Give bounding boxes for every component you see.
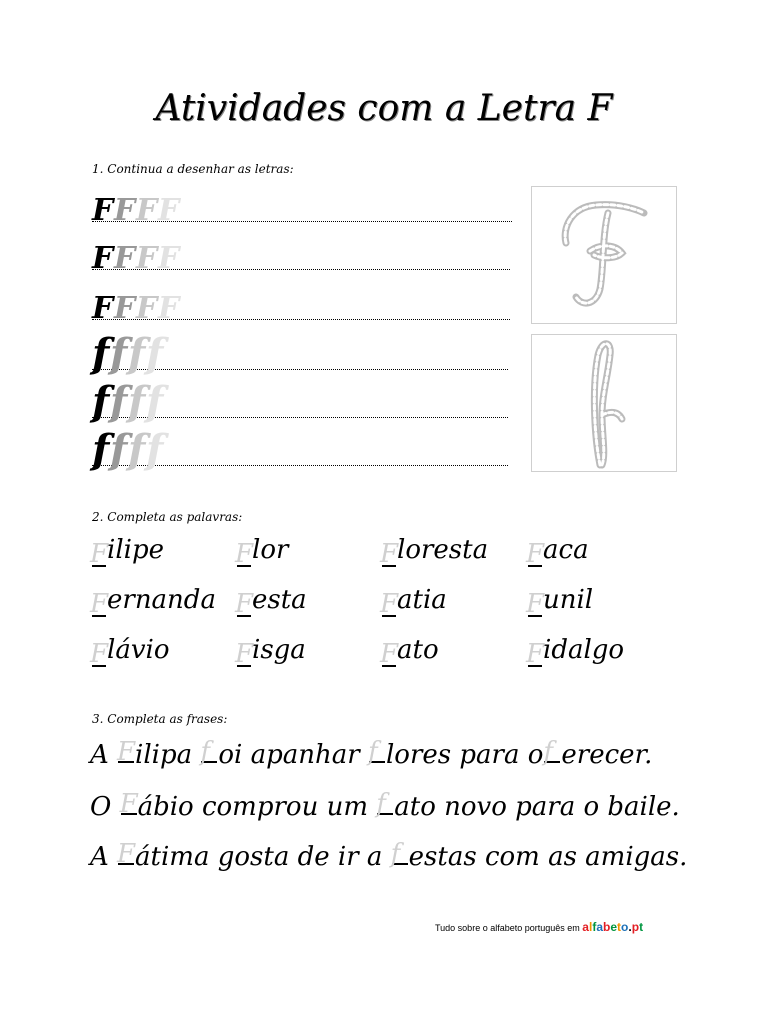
sentence-blank[interactable]: f bbox=[392, 843, 408, 865]
word-item: F lor bbox=[235, 535, 289, 569]
word-item: F esta bbox=[235, 585, 307, 619]
sentence-blank[interactable]: F bbox=[117, 737, 136, 767]
word-blank[interactable]: F bbox=[528, 535, 542, 567]
letter-trace: f bbox=[110, 426, 128, 473]
word-blank[interactable]: F bbox=[237, 535, 251, 567]
word-blank[interactable]: F bbox=[92, 535, 106, 567]
sentence-blank[interactable]: F bbox=[117, 839, 136, 869]
word-blank[interactable]: F bbox=[528, 635, 542, 667]
lowercase-trace-row bbox=[92, 378, 508, 425]
sentence-2: O F ábio comprou um f ato novo para o baile. bbox=[90, 789, 680, 822]
lowercase-tracing-box bbox=[531, 334, 677, 472]
letter-solid: f bbox=[92, 426, 110, 473]
letter-trace: f bbox=[110, 378, 128, 425]
letter-solid: f bbox=[92, 378, 110, 425]
uppercase-f-dashed-icon bbox=[532, 187, 676, 323]
lowercase-trace-row bbox=[92, 330, 508, 377]
letter-trace: F bbox=[114, 291, 136, 326]
word-blank[interactable]: F bbox=[382, 635, 396, 667]
letter-trace: f bbox=[128, 378, 146, 425]
sentence-1: A F ilipa f oi apanhar f lores para o f erecer. bbox=[90, 737, 653, 770]
word-blank[interactable]: F bbox=[237, 635, 251, 667]
letter-trace: F bbox=[136, 291, 158, 326]
section-2-label: 2. Completa as palavras: bbox=[92, 510, 243, 524]
uppercase-trace-row bbox=[92, 186, 512, 228]
lowercase-f-dashed-icon bbox=[532, 335, 676, 471]
word-blank[interactable]: F bbox=[237, 585, 251, 617]
section-1-label: 1. Continua a desenhar as letras: bbox=[92, 162, 294, 176]
word-item: F atia bbox=[380, 585, 447, 619]
page-title: Atividades com a Letra F bbox=[155, 88, 613, 129]
word-item: F ato bbox=[380, 635, 439, 669]
sentence-blank[interactable]: f bbox=[377, 793, 393, 815]
word-item: F lávio bbox=[90, 635, 170, 669]
letter-trace: F bbox=[158, 241, 180, 276]
word-item: F aca bbox=[526, 535, 589, 569]
letter-trace: f bbox=[146, 330, 164, 377]
word-blank[interactable]: F bbox=[528, 585, 542, 617]
letter-solid: F bbox=[92, 241, 114, 276]
letter-trace: F bbox=[114, 193, 136, 228]
lowercase-trace-row bbox=[92, 426, 508, 473]
word-item: F idalgo bbox=[526, 635, 625, 669]
letter-trace: f bbox=[146, 378, 164, 425]
word-item: F unil bbox=[526, 585, 594, 619]
word-item: F ernanda bbox=[90, 585, 216, 619]
alfabeto-pt-logo[interactable]: alfabeto.pt bbox=[582, 920, 644, 934]
letter-trace: F bbox=[136, 193, 158, 228]
footer-credit bbox=[435, 920, 643, 934]
letter-trace: f bbox=[128, 330, 146, 377]
letter-trace: f bbox=[146, 426, 164, 473]
word-blank[interactable]: F bbox=[382, 585, 396, 617]
letter-solid: F bbox=[92, 193, 114, 228]
word-blank[interactable]: F bbox=[92, 585, 106, 617]
word-blank[interactable]: F bbox=[92, 635, 106, 667]
word-blank[interactable]: F bbox=[382, 535, 396, 567]
letter-trace: F bbox=[136, 241, 158, 276]
uppercase-tracing-box bbox=[531, 186, 677, 324]
section-3-label: 3. Completa as frases: bbox=[92, 712, 228, 726]
footer-text: Tudo sobre o alfabeto português em bbox=[435, 923, 580, 933]
letter-trace: F bbox=[158, 193, 180, 228]
word-item: F ilipe bbox=[90, 535, 164, 569]
letter-trace: f bbox=[128, 426, 146, 473]
sentence-blank[interactable]: f bbox=[201, 741, 217, 763]
sentence-blank[interactable]: f bbox=[544, 741, 560, 763]
letter-trace: F bbox=[114, 241, 136, 276]
uppercase-trace-row bbox=[92, 234, 510, 276]
uppercase-trace-row bbox=[92, 284, 510, 326]
word-item: F isga bbox=[235, 635, 306, 669]
sentence-blank[interactable]: f bbox=[369, 741, 385, 763]
letter-trace: f bbox=[110, 330, 128, 377]
letter-trace: F bbox=[158, 291, 180, 326]
sentence-blank[interactable]: F bbox=[119, 789, 138, 819]
word-item: F loresta bbox=[380, 535, 489, 569]
letter-solid: F bbox=[92, 291, 114, 326]
sentence-3: A F átima gosta de ir a f estas com as amigas. bbox=[90, 839, 688, 872]
letter-solid: f bbox=[92, 330, 110, 377]
